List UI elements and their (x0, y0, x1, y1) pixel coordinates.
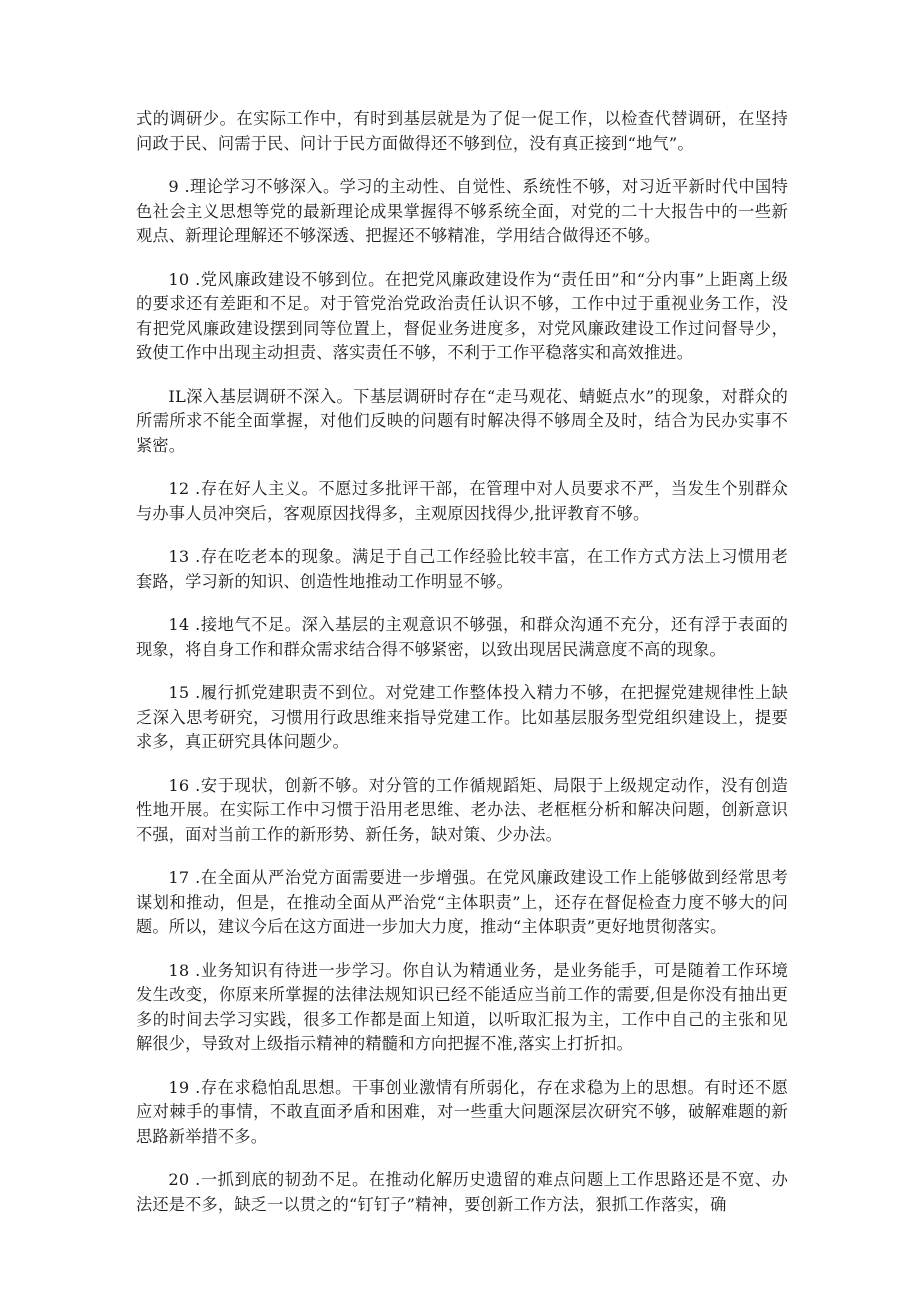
paragraph-item-17: 17 .在全面从严治党方面需要进一步增强。在党风廉政建设工作上能够做到经常思考谋划和推动，但是，在推动全面从严治党“主体职责”上，还存在督促检查力度不够大的问题。所以，建议今后在这方面进一步加大力度，推动“主体职责”更好地贯彻落实。 (136, 868, 788, 936)
paragraph-item-15: 15 .履行抓党建职责不到位。对党建工作整体投入精力不够，在把握党建规律性上缺乏深入思考研究，习惯用行政思维来指导党建工作。比如基层服务型党组织建设上，提要求多，真正研究具体问题少。 (136, 683, 788, 751)
paragraph-item-13: 13 .存在吃老本的现象。满足于自己工作经验比较丰富，在工作方式方法上习惯用老套路，学习新的知识、创造性地推动工作明显不够。 (136, 547, 788, 591)
paragraph-item-20: 20 .一抓到底的韧劲不足。在推动化解历史遗留的难点问题上工作思路还是不宽、办法还是不多，缺乏一以贯之的“钉钉子”精神，要创新工作方法，狠抓工作落实，确 (136, 1170, 788, 1214)
paragraph-item-16: 16 .安于现状，创新不够。对分管的工作循规蹈矩、局限于上级规定动作，没有创造性地开展。在实际工作中习惯于沿用老思维、老办法、老框框分析和解决问题，创新意识不强，面对当前工作的新形势、新任务，缺对策、少办法。 (136, 775, 788, 844)
paragraph-item-10: 10 .党风廉政建设不够到位。在把党风廉政建设作为“责任田”和“分内事”上距离上级的要求还有差距和不足。对于管党治党政治责任认识不够，工作中过于重视业务工作，没有把党风廉政建设摆到同等位置上，督促业务进度多，对党风廉政建设工作过问督导少，致使工作中出现主动担责、落实责任不够，不利于工作平稳落实和高效推进。 (136, 269, 788, 362)
paragraph-item-9: 9 .理论学习不够深入。学习的主动性、自觉性、系统性不够，对习近平新时代中国特色社会主义思想等党的最新理论成果掌握得不够系统全面，对党的二十大报告中的一些新观点、新理论理解还不够深透、把握还不够精准，学用结合做得还不够。 (136, 177, 788, 245)
paragraph-item-12: 12 .存在好人主义。不愿过多批评干部，在管理中对人员要求不严，当发生个别群众与办事人员冲突后，客观原因找得多，主观原因找得少,批评教育不够。 (136, 479, 788, 523)
paragraph-continuation: 式的调研少。在实际工作中，有时到基层就是为了促一促工作，以检查代替调研，在坚持问政于民、问需于民、问计于民方面做得还不够到位，没有真正接到“地气”。 (136, 109, 788, 153)
paragraph-item-19: 19 .存在求稳怕乱思想。干事创业激情有所弱化，存在求稳为上的思想。有时还不愿应对棘手的事情，不敢直面矛盾和困难，对一些重大问题深层次研究不够，破解难题的新思路新举措不多。 (136, 1077, 788, 1146)
paragraph-item-18: 18 .业务知识有待进一步学习。你自认为精通业务，是业务能手，可是随着工作环境发生改变，你原来所掌握的法律法规知识已经不能适应当前工作的需要,但是你没有抽出更多的时间去学习实践，很多工作都是面上知道，以听取汇报为主，工作中自己的主张和见解很少，导致对上级指示精神的精髓和方向把握不准,落实上打折扣。 (136, 960, 788, 1053)
paragraph-item-11: IL深入基层调研不深入。下基层调研时存在“走马观花、蜻蜓点水”的现象，对群众的所需所求不能全面掌握，对他们反映的问题有时解决得不够周全及时，结合为民办实事不紧密。 (136, 386, 788, 455)
document-page (136, 107, 788, 1236)
paragraph-item-14: 14 .接地气不足。深入基层的主观意识不够强，和群众沟通不充分，还有浮于表面的现象，将自身工作和群众需求结合得不够紧密，以致出现居民满意度不高的现象。 (136, 615, 788, 659)
